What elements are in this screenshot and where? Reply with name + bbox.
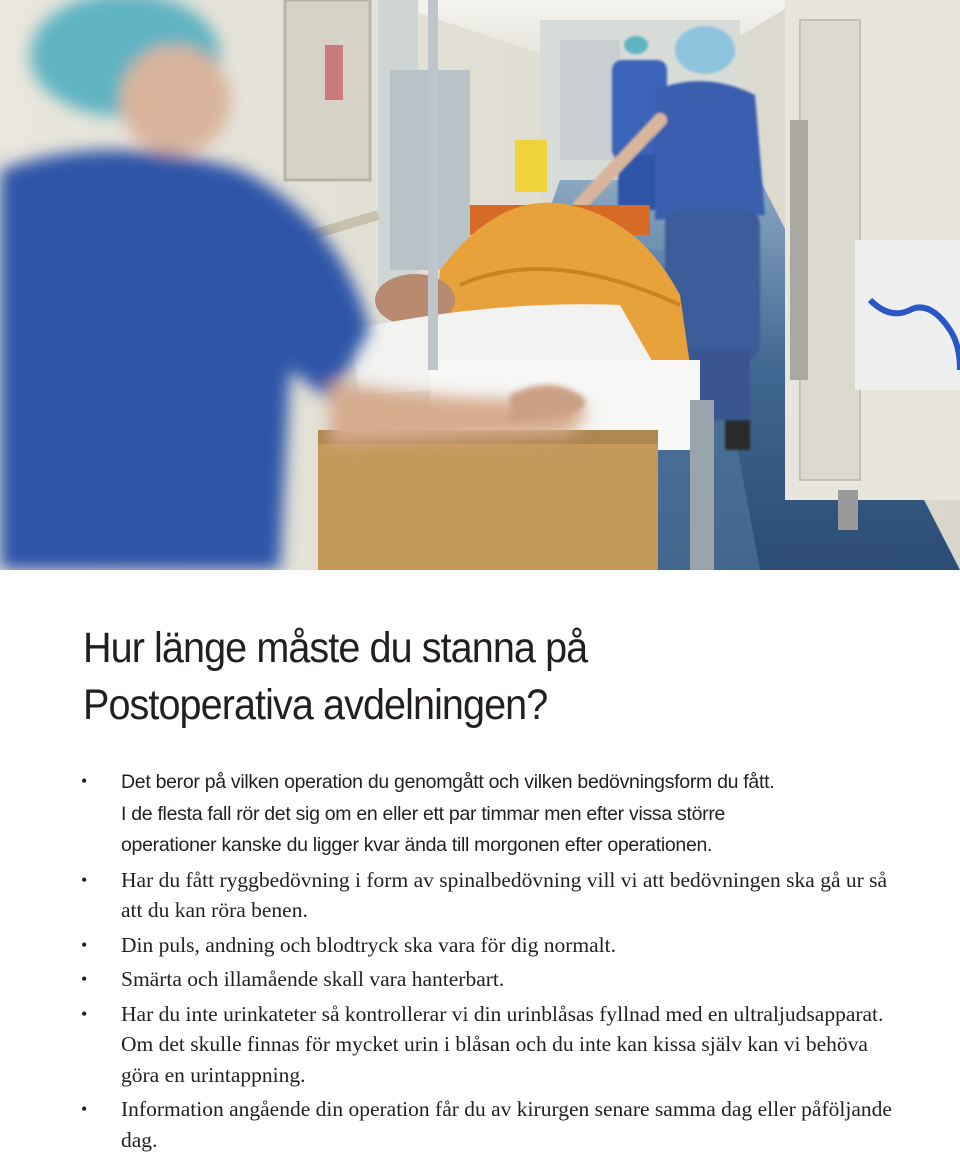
bullet-text-line: Det beror på vilken operation du genomgått och vilken bedövningsform du fått. (121, 771, 775, 793)
bullet-item: • Har du fått ryggbedövning i form av spinalbedövning vill vi att bedövningen ska gå ur så att du kan röra benen. (81, 865, 901, 926)
info-bullet-list (81, 766, 901, 1159)
hospital-corridor-photo (0, 0, 960, 570)
bullet-item: • Smärta och illamående skall vara hanterbart. (81, 964, 901, 995)
heading-line-1: Hur länge måste du stanna på (83, 624, 588, 672)
bullet-text-line: operationer kanske du ligger kvar ända till morgonen efter operationen. (121, 834, 713, 856)
hospital-photo-illustration (0, 0, 960, 570)
bullet-item (81, 766, 901, 861)
bullet-item: • Har du inte urinkateter så kontrollerar vi din urinblåsas fyllnad med en ultraljudsapparat. Om det skulle finnas för mycket urin i blåsan och du inte kan kissa själv kan vi behöva göra en urintappning. (81, 999, 901, 1091)
bullet-text-line: I de flesta fall rör det sig om en eller ett par timmar men efter vissa större (121, 802, 726, 825)
page-heading (83, 620, 837, 734)
bullet-item: • Information angående din operation får du av kirurgen senare samma dag eller påföljande dag. (81, 1094, 901, 1155)
bullet-item: • Din puls, andning och blodtryck ska vara för dig normalt. (81, 930, 901, 961)
heading-line-2: Postoperativa avdelningen? (83, 681, 548, 729)
